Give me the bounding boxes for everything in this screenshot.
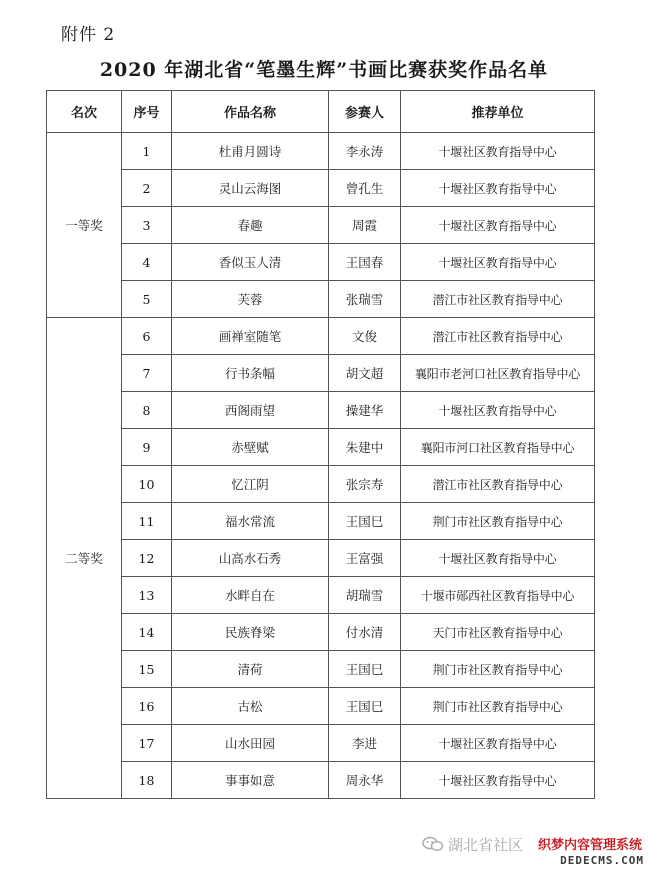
- participant-cell: 周永华: [329, 762, 401, 799]
- recommending-unit-cell: 十堰社区教育指导中心: [401, 170, 595, 207]
- table-row: [47, 540, 595, 577]
- watermark-brand-text: 织梦内容管理系统: [534, 833, 646, 854]
- wechat-logo-icon: [422, 836, 444, 852]
- header-work-title: 作品名称: [172, 91, 329, 133]
- number-cell: 4: [122, 244, 172, 281]
- header-rank: 名次: [47, 91, 122, 133]
- work-title-cell: 山水田园: [172, 725, 329, 762]
- recommending-unit-cell: 潜江市社区教育指导中心: [401, 281, 595, 318]
- work-title-cell: 山高水石秀: [172, 540, 329, 577]
- number-cell: 12: [122, 540, 172, 577]
- participant-cell: 周霞: [329, 207, 401, 244]
- recommending-unit-cell: 十堰社区教育指导中心: [401, 207, 595, 244]
- award-table-body: [47, 133, 595, 799]
- recommending-unit-cell: 潜江市社区教育指导中心: [401, 466, 595, 503]
- table-row: [47, 281, 595, 318]
- document-title: 2020 年湖北省“笔墨生辉”书画比赛获奖作品名单: [99, 59, 549, 81]
- work-title-cell: 杜甫月圆诗: [172, 133, 329, 170]
- recommending-unit-cell: 十堰社区教育指导中心: [401, 762, 595, 799]
- watermark-account-text: 湖北省社区: [448, 836, 524, 854]
- work-title-cell: 画禅室随笔: [172, 318, 329, 355]
- number-cell: 9: [122, 429, 172, 466]
- participant-cell: 王国巳: [329, 651, 401, 688]
- table-row: [47, 318, 595, 355]
- participant-cell: 李进: [329, 725, 401, 762]
- participant-cell: 胡文超: [329, 355, 401, 392]
- work-title-cell: 民族脊梁: [172, 614, 329, 651]
- table-row: [47, 503, 595, 540]
- recommending-unit-cell: 襄阳市河口社区教育指导中心: [401, 429, 595, 466]
- recommending-unit-cell: 潜江市社区教育指导中心: [401, 318, 595, 355]
- number-cell: 2: [122, 170, 172, 207]
- watermark: [422, 830, 648, 880]
- attachment-label: 附件 2: [61, 25, 116, 45]
- work-title-cell: 香似玉人清: [172, 244, 329, 281]
- number-cell: 14: [122, 614, 172, 651]
- table-row: [47, 651, 595, 688]
- recommending-unit-cell: 十堰社区教育指导中心: [401, 540, 595, 577]
- table-row: [47, 688, 595, 725]
- work-title-cell: 灵山云海图: [172, 170, 329, 207]
- table-row: [47, 170, 595, 207]
- participant-cell: 王国春: [329, 244, 401, 281]
- work-title-cell: 赤壁赋: [172, 429, 329, 466]
- work-title-cell: 西阁雨望: [172, 392, 329, 429]
- number-cell: 10: [122, 466, 172, 503]
- number-cell: 3: [122, 207, 172, 244]
- rank-cell: 一等奖: [47, 133, 122, 318]
- table-row: [47, 355, 595, 392]
- number-cell: 13: [122, 577, 172, 614]
- number-cell: 16: [122, 688, 172, 725]
- header-number: 序号: [122, 91, 172, 133]
- recommending-unit-cell: 十堰社区教育指导中心: [401, 244, 595, 281]
- work-title-cell: 芙蓉: [172, 281, 329, 318]
- table-row: [47, 429, 595, 466]
- award-table: [46, 90, 595, 799]
- number-cell: 17: [122, 725, 172, 762]
- table-row: [47, 614, 595, 651]
- participant-cell: 文俊: [329, 318, 401, 355]
- number-cell: 15: [122, 651, 172, 688]
- participant-cell: 王富强: [329, 540, 401, 577]
- work-title-cell: 春趣: [172, 207, 329, 244]
- table-row: [47, 466, 595, 503]
- work-title-cell: 福水常流: [172, 503, 329, 540]
- recommending-unit-cell: 荆门市社区教育指导中心: [401, 688, 595, 725]
- participant-cell: 王国巳: [329, 688, 401, 725]
- work-title-cell: 水畔自在: [172, 577, 329, 614]
- recommending-unit-cell: 十堰市郧西社区教育指导中心: [401, 577, 595, 614]
- participant-cell: 操建华: [329, 392, 401, 429]
- participant-cell: 付水清: [329, 614, 401, 651]
- participant-cell: 胡瑞雪: [329, 577, 401, 614]
- number-cell: 8: [122, 392, 172, 429]
- table-header-row: [47, 91, 595, 133]
- header-participant: 参赛人: [329, 91, 401, 133]
- table-row: [47, 133, 595, 170]
- table-row: [47, 392, 595, 429]
- recommending-unit-cell: 天门市社区教育指导中心: [401, 614, 595, 651]
- work-title-cell: 行书条幅: [172, 355, 329, 392]
- work-title-cell: 古松: [172, 688, 329, 725]
- work-title-cell: 忆江阴: [172, 466, 329, 503]
- number-cell: 11: [122, 503, 172, 540]
- table-row: [47, 244, 595, 281]
- recommending-unit-cell: 十堰社区教育指导中心: [401, 133, 595, 170]
- table-row: [47, 762, 595, 799]
- recommending-unit-cell: 十堰社区教育指导中心: [401, 392, 595, 429]
- participant-cell: 曾孔生: [329, 170, 401, 207]
- table-row: [47, 207, 595, 244]
- number-cell: 1: [122, 133, 172, 170]
- table-row: [47, 577, 595, 614]
- table-row: [47, 725, 595, 762]
- recommending-unit-cell: 荆门市社区教育指导中心: [401, 503, 595, 540]
- rank-cell: 二等奖: [47, 318, 122, 799]
- number-cell: 5: [122, 281, 172, 318]
- participant-cell: 李永涛: [329, 133, 401, 170]
- recommending-unit-cell: 襄阳市老河口社区教育指导中心: [401, 355, 595, 392]
- number-cell: 6: [122, 318, 172, 355]
- participant-cell: 王国巳: [329, 503, 401, 540]
- header-recommending-unit: 推荐单位: [401, 91, 595, 133]
- number-cell: 18: [122, 762, 172, 799]
- work-title-cell: 事事如意: [172, 762, 329, 799]
- recommending-unit-cell: 十堰社区教育指导中心: [401, 725, 595, 762]
- participant-cell: 朱建中: [329, 429, 401, 466]
- participant-cell: 张瑞雪: [329, 281, 401, 318]
- recommending-unit-cell: 荆门市社区教育指导中心: [401, 651, 595, 688]
- participant-cell: 张宗寿: [329, 466, 401, 503]
- number-cell: 7: [122, 355, 172, 392]
- work-title-cell: 清荷: [172, 651, 329, 688]
- watermark-domain-text: DEDECMS.COM: [560, 854, 644, 867]
